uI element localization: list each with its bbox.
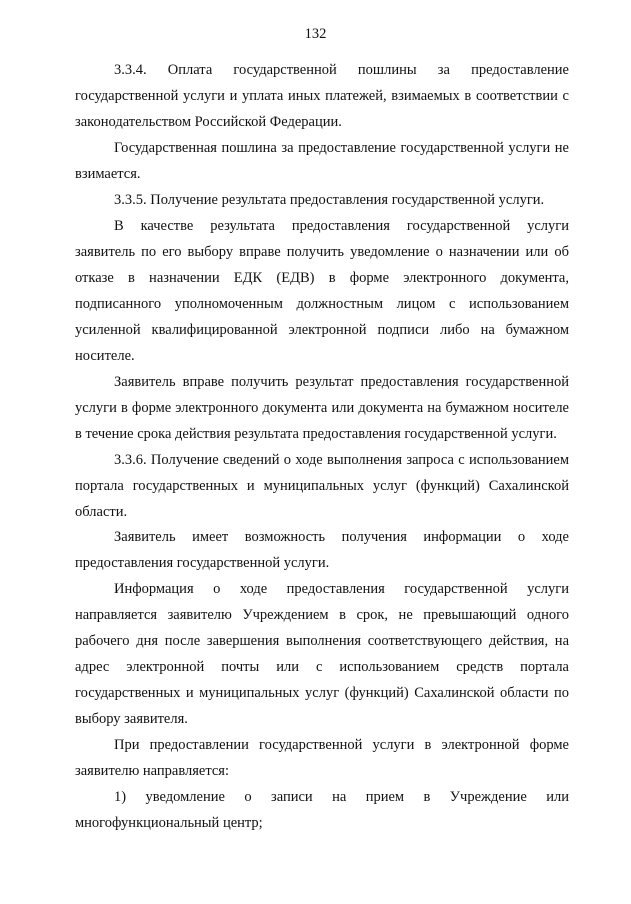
text-line: При предоставлении государственной услуги в электронной форме <box>114 737 569 753</box>
text-line: 1) уведомление о записи на прием в Учреждение или <box>114 789 569 805</box>
text-line: Заявитель имеет возможность получения информации о ходе <box>114 529 569 545</box>
paragraph-fee-not-charged <box>75 135 569 187</box>
text-line: государственных и муниципальных услуг (функций) Сахалинской области по <box>75 685 569 701</box>
text-line: рабочего дня после завершения выполнения соответствующего действия, на <box>75 633 569 649</box>
paragraph-request-status-heading <box>75 447 569 525</box>
text-line: усиленной квалифицированной электронной подписи либо на бумажном <box>75 322 569 338</box>
text-line: 3.3.4. Оплата государственной пошлины за предоставление <box>114 62 569 78</box>
text-line: в течение срока действия результата предоставления государственной услуги. <box>75 426 557 442</box>
text-line: 3.3.6. Получение сведений о ходе выполнения запроса с использованием <box>114 452 569 468</box>
text-line: заявитель по его выбору вправе получить уведомление о назначении или об <box>75 244 569 260</box>
text-line: законодательством Российской Федерации. <box>75 114 342 130</box>
paragraph-result-form <box>75 213 569 369</box>
text-line: адрес электронной почты или с использованием средств портала <box>75 659 569 675</box>
text-line: многофункциональный центр; <box>75 815 263 831</box>
page-number: 132 <box>304 26 327 42</box>
paragraph-list-item-1 <box>75 784 569 836</box>
text-line: выбору заявителя. <box>75 711 188 727</box>
text-line: услуги в форме электронного документа или документа на бумажном носителе <box>75 400 569 416</box>
paragraph-applicant-info <box>75 524 569 576</box>
paragraph-receiving-result-heading <box>75 187 569 213</box>
text-line: подписанного уполномоченным должностным лицом с использованием <box>75 296 569 312</box>
text-line: заявителю направляется: <box>75 763 229 779</box>
paragraph-info-delivery <box>75 576 569 732</box>
text-line: Заявитель вправе получить результат предоставления государственной <box>114 374 569 390</box>
text-line: направляется заявителю Учреждением в срок, не превышающий одного <box>75 607 569 623</box>
text-line: предоставления государственной услуги. <box>75 555 330 571</box>
paragraph-state-fee-payment <box>75 57 569 135</box>
text-line: Государственная пошлина за предоставление государственной услуги не <box>114 140 569 156</box>
text-line: государственной услуги и уплата иных платежей, взимаемых в соответствии с <box>75 88 569 104</box>
text-line: взимается. <box>75 166 141 182</box>
text-line: Информация о ходе предоставления государственной услуги <box>114 581 569 597</box>
text-line: носителе. <box>75 348 135 364</box>
text-line: портала государственных и муниципальных услуг (функций) Сахалинской <box>75 478 569 494</box>
paragraph-result-validity <box>75 369 569 447</box>
text-line: области. <box>75 504 128 520</box>
text-line: В качестве результата предоставления государственной услуги <box>114 218 569 234</box>
text-line: отказе в назначении ЕДК (ЕДВ) в форме электронного документа, <box>75 270 569 286</box>
paragraph-electronic-form <box>75 732 569 784</box>
text-line: 3.3.5. Получение результата предоставления государственной услуги. <box>114 192 545 208</box>
